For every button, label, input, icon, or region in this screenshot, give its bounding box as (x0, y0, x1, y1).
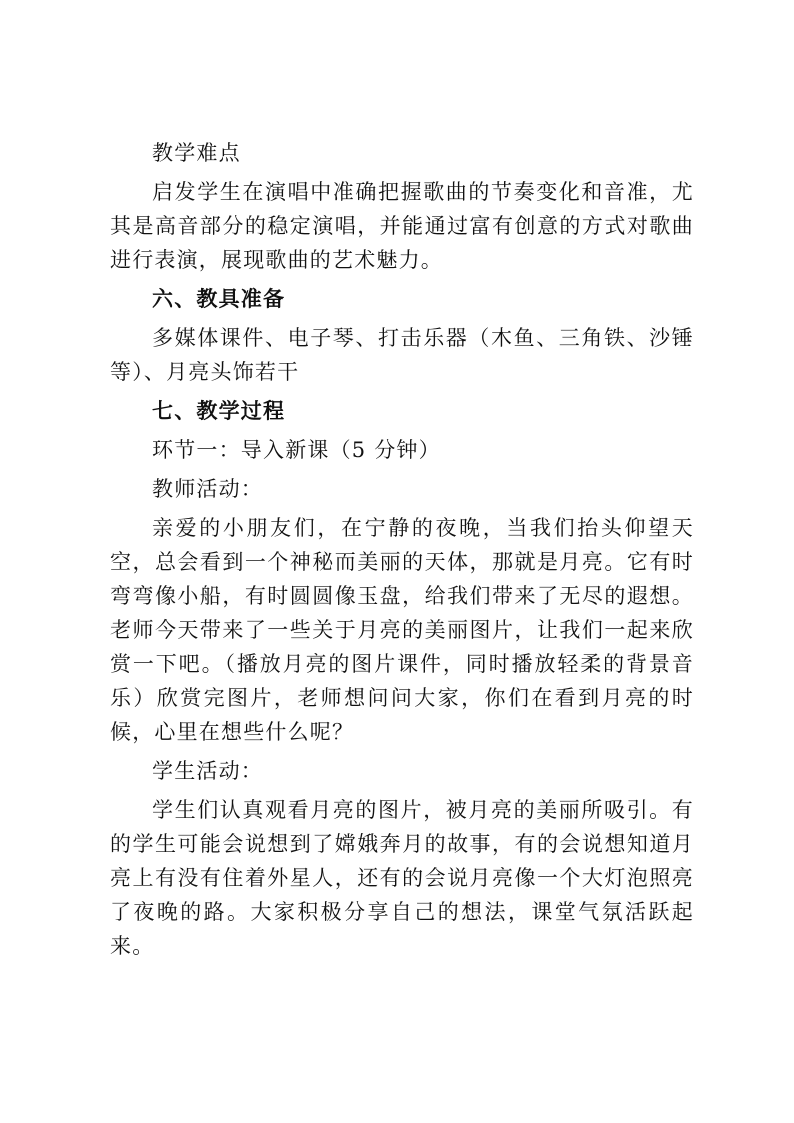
section-seven-heading: 七、教学过程 (152, 399, 286, 423)
section-six-body: 多媒体课件、电子琴、打击乐器（木鱼、三角铁、沙锤等）、月亮头饰若干 (110, 326, 694, 384)
teacher-activity-label: 教师活动： (152, 477, 263, 501)
student-activity-label: 学生活动： (152, 759, 263, 783)
difficulty-title: 教学难点 (152, 141, 241, 165)
step-one-title: 环节一：导入新课（5 分钟） (152, 438, 441, 462)
teacher-activity-body: 亲爱的小朋友们，在宁静的夜晚，当我们抬头仰望天空，总会看到一个神秘而美丽的天体，那就是月亮。它有时弯弯像小船，有时圆圆像玉盘，给我们带来了无尽的遐想。老师今天带来了一些关于月亮的美丽图片，让我们一起来欣赏一下吧。（播放月亮的图片课件，同时播放轻柔的背景音乐）欣赏完图片，老师想问问大家，你们在看到月亮的时候，心里在想些什么呢？ (110, 516, 694, 744)
student-activity-body: 学生们认真观看月亮的图片，被月亮的美丽所吸引。有的学生可能会说想到了嫦娥奔月的故事，有的会说想知道月亮上有没有住着外星人，还有的会说月亮像一个大灯泡照亮了夜晚的路。大家积极分享自己的想法，课堂气氛活跃起来。 (110, 798, 694, 958)
difficulty-body: 启发学生在演唱中准确把握歌曲的节奏变化和音准，尤其是高音部分的稳定演唱，并能通过富有创意的方式对歌曲进行表演，展现歌曲的艺术魅力。 (110, 180, 694, 272)
document-body (110, 136, 694, 968)
section-six-heading: 六、教具准备 (152, 287, 286, 311)
